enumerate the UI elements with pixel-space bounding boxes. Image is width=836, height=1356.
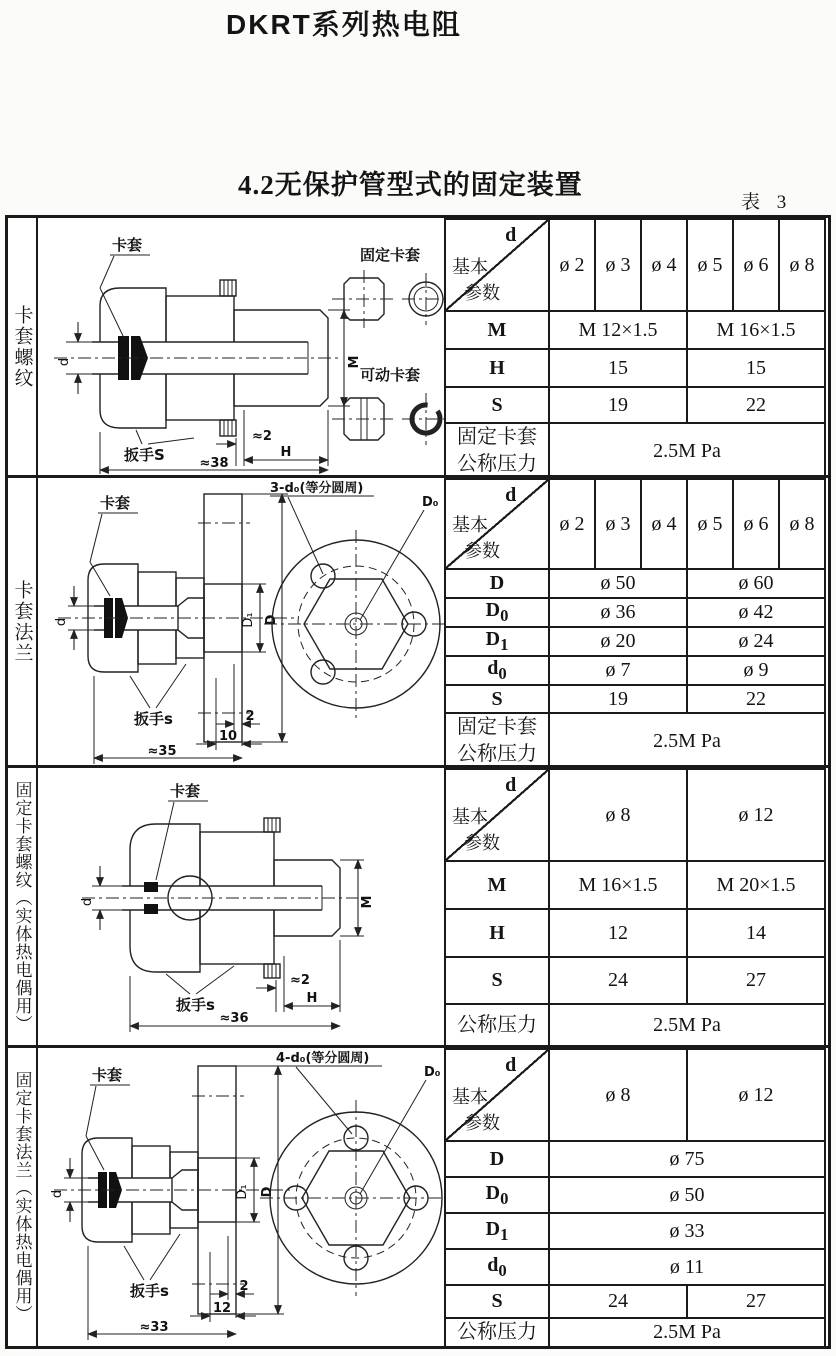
ferrule-callout: 卡套 [170, 782, 201, 800]
row-label: D [445, 1141, 549, 1177]
dim-approx2: ≈2 [252, 429, 272, 444]
row-label: $D_1$ [445, 1213, 549, 1249]
wrench-callout: 扳手s [134, 710, 173, 728]
fixed-ferrule-thread-drawing [38, 768, 444, 1045]
diag-header-cell: d 基本 参数 [445, 1049, 549, 1141]
fixed-ferrule-thread-data-table [444, 768, 826, 1047]
value-cell: 15 [687, 349, 825, 387]
value-cell: ø 11 [549, 1249, 825, 1285]
D0-callout: D₀ [422, 495, 439, 510]
col-header: ø 2 [549, 219, 595, 311]
col-header: ø 8 [549, 769, 687, 861]
row-label: $d_0$ [445, 656, 549, 685]
value-cell: ø 50 [549, 569, 687, 598]
diag-d: d [505, 224, 517, 246]
ferrule-thread-data-table [444, 218, 826, 480]
value-cell: M 16×1.5 [549, 861, 687, 909]
dim-D1-label: D₁ [241, 612, 256, 628]
D0-callout: D₀ [424, 1065, 441, 1080]
value-cell: 27 [687, 957, 825, 1004]
dim-len35: ≈35 [147, 744, 177, 759]
dim-H: H [306, 991, 318, 1006]
value-cell: 19 [549, 387, 687, 423]
ferrule-flange-data-table [444, 478, 826, 770]
dim-d-label: d [50, 1189, 65, 1199]
row-label: M [445, 861, 549, 909]
pressure-label: 公称压力 [445, 1004, 549, 1046]
row-label: S [445, 685, 549, 713]
ferrule-thread-drawing [38, 218, 444, 475]
value-cell: ø 50 [549, 1177, 825, 1213]
pressure-label: 固定卡套 公称压力 [445, 423, 549, 479]
col-header: ø 2 [549, 479, 595, 569]
value-cell: 15 [549, 349, 687, 387]
value-cell: ø 7 [549, 656, 687, 685]
value-cell: 22 [687, 387, 825, 423]
value-cell: ø 20 [549, 627, 687, 656]
value-cell: 12 [549, 909, 687, 957]
row-label: $D_1$ [445, 627, 549, 656]
diag-header-cell [445, 219, 549, 311]
diag-param: 参数 [464, 283, 500, 303]
dim-D-label: D [260, 1186, 275, 1198]
col-header: ø 3 [595, 219, 641, 311]
row-label-ferrule-flange: 卡套法兰 [8, 478, 38, 765]
dim-H: H [280, 445, 292, 460]
dim-len33: ≈33 [139, 1320, 169, 1335]
row-label: S [445, 387, 549, 423]
col-header: ø 5 [687, 479, 733, 569]
dim-approx2: ≈2 [290, 973, 310, 988]
dim-len36: ≈36 [219, 1011, 249, 1026]
holes-callout: 4-d₀(等分圆周) [276, 1051, 370, 1066]
pressure-label: 公称压力 [445, 1318, 549, 1347]
value-cell: ø 42 [687, 598, 825, 627]
row-label: $D_0$ [445, 598, 549, 627]
wrench-callout: 扳手s [176, 996, 215, 1014]
value-cell: M 20×1.5 [687, 861, 825, 909]
col-header: ø 6 [733, 219, 779, 311]
page-title: DKRT系列热电阻 [226, 9, 462, 40]
col-header: ø 5 [687, 219, 733, 311]
dim-D-label: D [264, 614, 279, 626]
row-label: H [445, 349, 549, 387]
col-header: ø 4 [641, 219, 687, 311]
diag-header-cell: d 基本 参数 [445, 479, 549, 569]
col-header: ø 3 [595, 479, 641, 569]
fixed-ferrule-flange-data-table [444, 1048, 826, 1348]
value-cell: 14 [687, 909, 825, 957]
dim-d-label: d [57, 357, 72, 367]
pressure-value: 2.5M Pa [549, 713, 825, 769]
row-label-ferrule-thread: 卡套螺纹 [8, 218, 38, 475]
col-header: ø 4 [641, 479, 687, 569]
section-heading: 4.2无保护管型式的固定装置 [238, 170, 583, 200]
value-cell: ø 33 [549, 1213, 825, 1249]
value-cell: ø 24 [687, 627, 825, 656]
section-ferrule-flange [8, 478, 828, 768]
col-header: ø 12 [687, 1049, 825, 1141]
row-label: S [445, 957, 549, 1004]
value-cell: 19 [549, 685, 687, 713]
value-cell: ø 36 [549, 598, 687, 627]
value-cell: ø 60 [687, 569, 825, 598]
section-fixed-ferrule-thread [8, 768, 828, 1048]
dim-d-label: d [54, 617, 69, 627]
row-label: M [445, 311, 549, 349]
dim-D1-label: D₁ [235, 1184, 250, 1200]
row-label: $D_0$ [445, 1177, 549, 1213]
col-header: ø 8 [779, 219, 825, 311]
pressure-value: 2.5M Pa [549, 1318, 825, 1347]
dim-10: 10 [218, 729, 238, 744]
col-header: ø 12 [687, 769, 825, 861]
value-cell: M 16×1.5 [687, 311, 825, 349]
value-cell: ø 75 [549, 1141, 825, 1177]
row-label: S [445, 1285, 549, 1318]
row-label: H [445, 909, 549, 957]
table-caption: 表 3 [741, 192, 793, 213]
pressure-value: 2.5M Pa [549, 1004, 825, 1046]
value-cell: 22 [687, 685, 825, 713]
dim-12: 12 [212, 1301, 232, 1316]
col-header: ø 8 [549, 1049, 687, 1141]
row-label: D [445, 569, 549, 598]
ferrule-callout: 卡套 [112, 236, 143, 254]
dim-len38: ≈38 [199, 456, 229, 471]
dim-M-label: M [347, 355, 362, 369]
fixed-ferrule-flange-drawing [38, 1048, 444, 1346]
ferrule-callout: 卡套 [92, 1066, 123, 1084]
wrench-callout: 扳手S [124, 446, 165, 464]
dim-2: 2 [239, 1279, 249, 1294]
dim-2: 2 [245, 709, 255, 724]
holes-callout: 3-d₀(等分圆周) [270, 481, 364, 496]
movable-ferrule-label: 可动卡套 [360, 366, 421, 384]
dim-d-label: d [80, 897, 95, 907]
diag-basic: 基本 [452, 257, 488, 277]
fixing-device-table [5, 215, 831, 1349]
section-ferrule-thread [8, 218, 828, 478]
value-cell: M 12×1.5 [549, 311, 687, 349]
row-label-fixed-ferrule-flange: 固定卡套法兰（实体热电偶用） [8, 1048, 38, 1346]
fixed-ferrule-label: 固定卡套 [360, 246, 421, 264]
value-cell: ø 9 [687, 656, 825, 685]
pressure-label: 固定卡套 公称压力 [445, 713, 549, 769]
value-cell: 27 [687, 1285, 825, 1318]
row-label-fixed-ferrule-thread: 固定卡套螺纹（实体热电偶用） [8, 768, 38, 1045]
col-header: ø 8 [779, 479, 825, 569]
ferrule-callout: 卡套 [100, 494, 131, 512]
col-header: ø 6 [733, 479, 779, 569]
value-cell: 24 [549, 1285, 687, 1318]
wrench-callout: 扳手s [130, 1282, 169, 1300]
pressure-value: 2.5M Pa [549, 423, 825, 479]
dim-M-label: M [360, 895, 375, 909]
section-fixed-ferrule-flange [8, 1048, 828, 1346]
row-label: $d_0$ [445, 1249, 549, 1285]
ferrule-flange-drawing [38, 478, 444, 765]
value-cell: 24 [549, 957, 687, 1004]
diag-header-cell: d 基本 参数 [445, 769, 549, 861]
